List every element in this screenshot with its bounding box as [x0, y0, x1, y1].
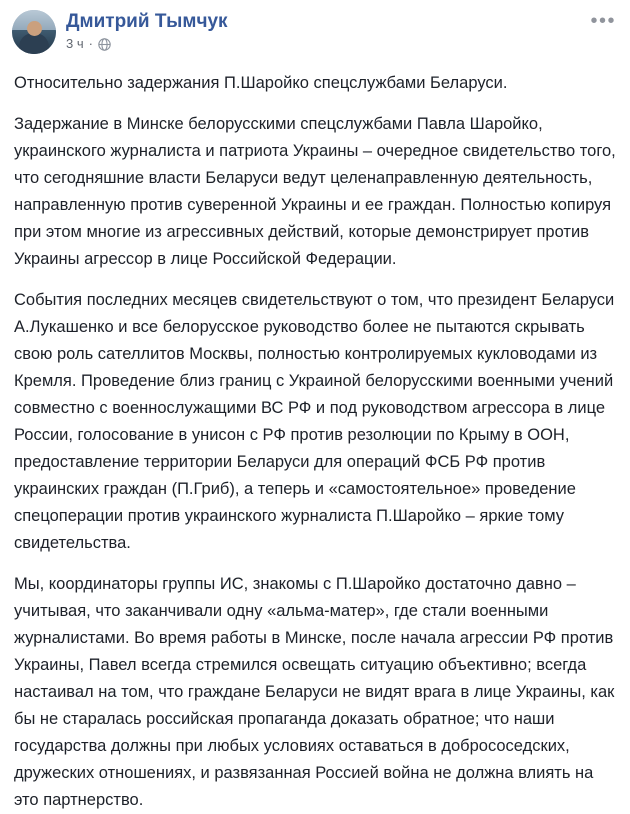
avatar[interactable] — [12, 10, 56, 54]
post-paragraph: События последних месяцев свидетельствуют о том, что президент Беларуси А.Лукашенко и все белорусское руководство более не пытаются скрывать свою роль сателлитов Москвы, полностью контролируемых кукловодами из Кремля. Проведение близ границ с Украиной белорусскими военными учений совместно с военнослужащими ВС РФ и под руководством агрессора в лице России, голосование в унисон с РФ против резолюции по Крыму в ООН, предоставление территории Беларуси для операций ФСБ РФ против украинских граждан (П.Гриб), а теперь и «самостоятельное» проведение спецоперации против украинского журналиста П.Шаройко – яркие тому свидетельства. — [14, 291, 615, 552]
globe-icon[interactable] — [98, 38, 111, 51]
post-header-text — [66, 10, 228, 51]
post-paragraph: Мы, координаторы группы ИС, знакомы с П.Шаройко достаточно давно – учитывая, что заканчивали одну «альма-матер», где стали военными журналистами. Во время работы в Минске, после начала агрессии РФ против Украины, Павел всегда стремился освещать ситуацию объективно; всегда настаивал на том, что граждане Беларуси не видят врага в лице Украины, как бы не старалась российская пропаганда доказать обратное; что наши государства должны при любых условиях оставаться в добрососедских, дружеских отношениях, и развязанная Россией война не должна влиять на это партнерство. — [14, 575, 615, 809]
post-timestamp[interactable]: 3 ч — [66, 36, 84, 51]
avatar-person-body — [19, 33, 49, 54]
post-paragraph: Относительно задержания П.Шаройко спецслужбами Беларуси. — [14, 74, 508, 92]
post-options-button[interactable]: ••• — [590, 10, 616, 32]
post-header — [0, 0, 630, 58]
post-meta — [66, 37, 228, 51]
post-message — [0, 58, 630, 814]
author-name-link[interactable]: Дмитрий Тымчук — [66, 11, 228, 32]
post-paragraph: Задержание в Минске белорусскими спецслужбами Павла Шаройко, украинского журналиста и патриота Украины – очередное свидетельство того, что сегодняшние власти Беларуси ведут целенаправленную деятельность, направленную против суверенной Украины и ее граждан. Полностью копируя при этом многие из агрессивных действий, которые демонстрирует против Украины агрессор в лице Российской Федерации. — [14, 115, 616, 268]
meta-separator: · — [88, 36, 93, 51]
